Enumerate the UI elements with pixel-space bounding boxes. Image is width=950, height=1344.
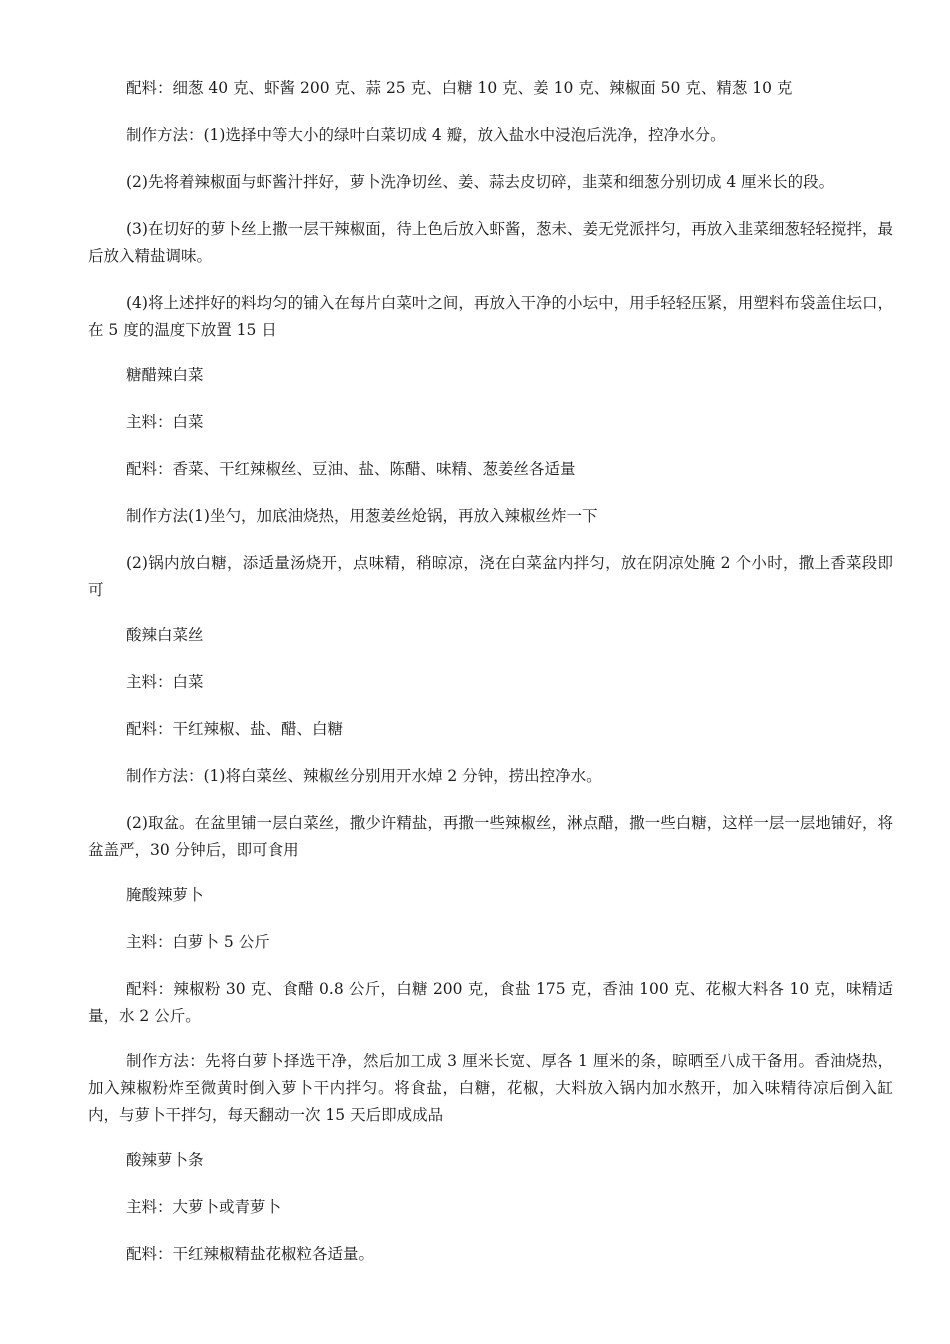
- recipe-title-radish-strips: 酸辣萝卜条: [126, 1151, 204, 1169]
- recipe-title-sweet-sour-cabbage: 糖醋辣白菜: [126, 366, 204, 384]
- main-ingredient: 主料：白菜: [126, 673, 204, 691]
- ingredients-paragraph: 配料：干红辣椒、盐、醋、白糖: [126, 720, 344, 738]
- ingredients-paragraph: 配料：细葱 40 克、虾酱 200 克、蒜 25 克、白糖 10 克、姜 10 克、辣椒面 50 克、精葱 10 克: [126, 79, 793, 97]
- method-step-3: (3)在切好的萝卜丝上撒一层干辣椒面，待上色后放入虾酱，葱未、姜无党派拌匀，再放入韭菜细葱轻轻搅拌，最后放入精盐调味。: [88, 220, 893, 265]
- ingredients-paragraph: 配料：辣椒粉 30 克、食醋 0.8 公斤，白糖 200 克，食盐 175 克，香油 100 克、花椒大料各 10 克，味精适量，水 2 公斤。: [88, 980, 893, 1025]
- ingredients-paragraph: 配料：香菜、干红辣椒丝、豆油、盐、陈醋、味精、葱姜丝各适量: [126, 460, 576, 478]
- recipe-title-hot-sour-cabbage: 酸辣白菜丝: [126, 626, 204, 644]
- main-ingredient: 主料：大萝卜或青萝卜: [126, 1198, 282, 1216]
- method-step-1: 制作方法：(1)将白菜丝、辣椒丝分别用开水焯 2 分钟，捞出控净水。: [126, 767, 602, 785]
- ingredients-paragraph: 配料：干红辣椒精盐花椒粒各适量。: [126, 1245, 375, 1263]
- method-step-2: (2)锅内放白糖，添适量汤烧开，点味精，稍晾凉，浇在白菜盆内拌匀，放在阴凉处腌 2 个小时，撒上香菜段即可: [88, 554, 893, 599]
- main-ingredient: 主料：白菜: [126, 413, 204, 431]
- main-ingredient: 主料：白萝卜 5 公斤: [126, 933, 270, 951]
- method-step-2: (2)先将着辣椒面与虾酱汁拌好，萝卜洗净切丝、姜、蒜去皮切碎，韭菜和细葱分别切成 4 厘米长的段。: [126, 173, 835, 191]
- method-step-1: 制作方法：(1)选择中等大小的绿叶白菜切成 4 瓣，放入盐水中浸泡后洗净，控净水分。: [126, 126, 726, 144]
- method-paragraph: 制作方法：先将白萝卜择选干净，然后加工成 3 厘米长宽、厚各 1 厘米的条，晾晒至八成干备用。香油烧热，加入辣椒粉炸至微黄时倒入萝卜干内拌匀。将食盐，白糖，花椒，大料放入锅内加水熬开，加入味精待凉后倒入缸内，与萝卜干拌匀，每天翻动一次 15 天后即成成品: [88, 1052, 893, 1124]
- method-step-4: (4)将上述拌好的料均匀的铺入在每片白菜叶之间，再放入干净的小坛中，用手轻轻压紧，用塑料布袋盖住坛口，在 5 度的温度下放置 15 日: [88, 294, 893, 339]
- method-step-2: (2)取盆。在盆里铺一层白菜丝，撒少许精盐，再撒一些辣椒丝，淋点醋，撒一些白糖，这样一层一层地铺好，将盆盖严，30 分钟后，即可食用: [88, 814, 893, 859]
- method-step-1: 制作方法(1)坐勺，加底油烧热，用葱姜丝炝锅，再放入辣椒丝炸一下: [126, 507, 598, 525]
- recipe-title-pickled-radish: 腌酸辣萝卜: [126, 886, 204, 904]
